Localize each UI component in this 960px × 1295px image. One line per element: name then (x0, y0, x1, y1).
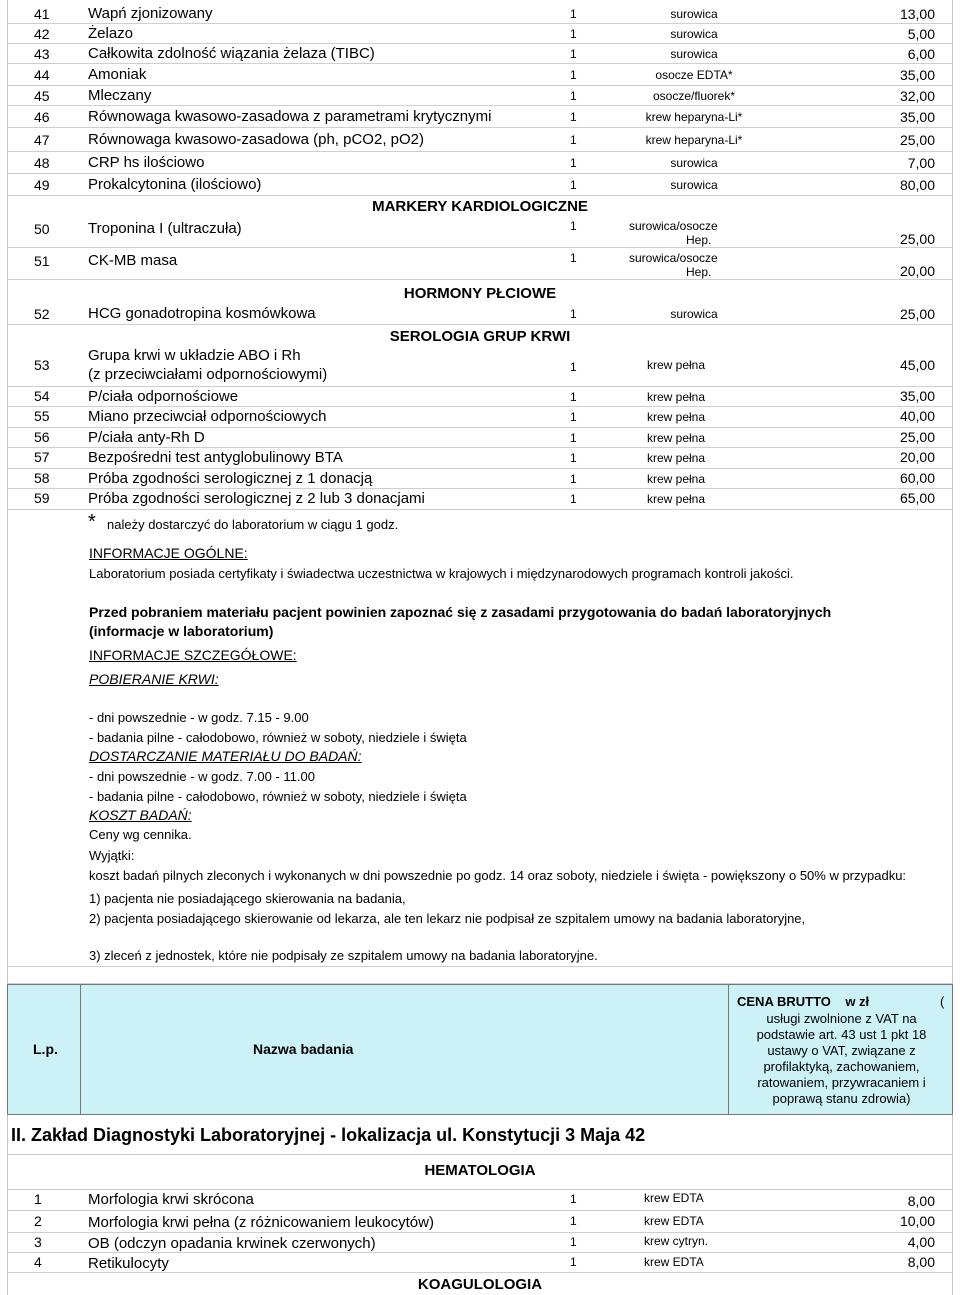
table-row (7, 407, 953, 428)
price: 40,00 (899, 408, 935, 424)
test-name: Miano przeciwciał odpornościowych (88, 408, 327, 425)
test-name: Równowaga kwasowo-zasadowa z parametrami krytycznymi (88, 108, 492, 125)
material: krew EDTA (644, 1214, 704, 1228)
koszt-heading: KOSZT BADAŃ: (89, 807, 192, 823)
row-number: 4 (34, 1254, 42, 1270)
material: krew EDTA (644, 1191, 704, 1205)
row-number: 53 (34, 357, 50, 373)
material: surowica (670, 47, 718, 61)
quantity: 1 (570, 360, 577, 374)
material: krew pełna (647, 492, 706, 506)
price: 25,00 (899, 429, 935, 445)
quantity: 1 (570, 68, 577, 82)
quantity: 1 (570, 492, 577, 506)
material: surowica (670, 178, 718, 192)
price: 35,00 (899, 67, 935, 83)
row-number: 54 (34, 388, 50, 404)
table-row (7, 64, 953, 86)
quantity: 1 (570, 1214, 577, 1228)
dostarczanie-line: - badania pilne - całodobowo, również w soboty, niedziele i święta (89, 789, 467, 804)
row-number: 51 (34, 253, 50, 269)
table-row (7, 1253, 953, 1273)
row-number: 52 (34, 306, 50, 322)
test-name: Grupa krwi w układzie ABO i Rh (88, 347, 301, 364)
material: krew pełna (647, 431, 706, 445)
material: surowica/osocze (629, 251, 718, 265)
price: 80,00 (899, 177, 935, 193)
quantity: 1 (570, 251, 577, 265)
price: 6,00 (907, 46, 935, 62)
test-name: Żelazo (88, 25, 134, 42)
header-price-note: podstawie art. 43 ust 1 pkt 18 (756, 1027, 927, 1042)
section-heading-koagulologia: KOAGULOLOGIA (417, 1276, 543, 1293)
price: 8,00 (907, 1193, 935, 1209)
section-heading-hormony: HORMONY PŁCIOWE (403, 285, 557, 302)
row-number: 46 (34, 109, 50, 125)
row-number: 1 (34, 1191, 42, 1207)
koszt-line: 2) pacjenta posiadającego skierowanie od lekarza, ale ten lekarz nie podpisał ze szpitalem umowy na badania laboratoryjne, (89, 911, 806, 926)
quantity: 1 (570, 472, 577, 486)
quantity: 1 (570, 89, 577, 103)
price: 32,00 (899, 88, 935, 104)
table-row (7, 2, 953, 24)
test-name: P/ciała anty-Rh D (88, 429, 205, 446)
table-row (7, 128, 953, 152)
material: osocze EDTA* (655, 68, 733, 82)
material-line2: Hep. (686, 265, 712, 279)
koszt-line: 3) zleceń z jednostek, które nie podpisały ze szpitalem umowy na badania laboratoryjne. (89, 948, 598, 963)
dostarczanie-heading: DOSTARCZANIE MATERIAŁU DO BADAŃ: (89, 748, 362, 764)
footnote-text: należy dostarczyć do laboratorium w ciągu 1 godz. (107, 517, 399, 532)
price: 13,00 (899, 6, 935, 22)
material: krew pełna (647, 451, 706, 465)
footnote-star: * (88, 511, 96, 533)
header-price-note: poprawą stanu zdrowia) (772, 1091, 911, 1106)
header-price-note: usługi zwolnione z VAT na (766, 1011, 917, 1026)
section-heading-markery: MARKERY KARDIOLOGICZNE (372, 198, 588, 215)
quantity: 1 (570, 390, 577, 404)
department-row (7, 1115, 953, 1155)
table-row (7, 248, 953, 280)
material: krew pełna (647, 472, 706, 486)
row-number: 50 (34, 221, 50, 237)
quantity: 1 (570, 110, 577, 124)
quantity: 1 (570, 451, 577, 465)
info-general-heading: INFORMACJE OGÓLNE: (89, 545, 248, 561)
table-row (7, 1190, 953, 1211)
table-row (7, 448, 953, 469)
price: 25,00 (899, 132, 935, 148)
quantity: 1 (570, 27, 577, 41)
price: 5,00 (907, 26, 935, 42)
material: surowica (670, 7, 718, 21)
price: 45,00 (899, 357, 935, 373)
quantity: 1 (570, 7, 577, 21)
header-name: Nazwa badania (253, 1041, 354, 1057)
row-number: 45 (34, 88, 50, 104)
pobieranie-line: - badania pilne - całodobowo, również w soboty, niedziele i święta (89, 730, 467, 745)
test-name: Troponina I (ultraczuła) (88, 220, 242, 237)
row-number: 58 (34, 470, 50, 486)
quantity: 1 (570, 178, 577, 192)
header-price-title: CENA BRUTTO w zł (737, 994, 870, 1009)
table-row (7, 216, 953, 248)
test-name: Morfologia krwi skrócona (88, 1191, 254, 1208)
material: surowica (670, 156, 718, 170)
price: 25,00 (899, 306, 935, 322)
price: 20,00 (899, 449, 935, 465)
row-number: 2 (34, 1213, 42, 1229)
test-name: Retikulocyty (88, 1255, 169, 1272)
material: krew EDTA (644, 1255, 704, 1269)
row-number: 41 (34, 6, 50, 22)
material: surowica (670, 307, 718, 321)
table-row (7, 152, 953, 174)
row-number: 48 (34, 155, 50, 171)
price: 35,00 (899, 388, 935, 404)
table-header (7, 984, 953, 1115)
header-price-note: ustawy o VAT, związane z (767, 1043, 916, 1058)
price: 35,00 (899, 109, 935, 125)
material: krew cytryn. (644, 1234, 709, 1248)
header-price-note: profilaktyką, zachowaniem, (763, 1059, 920, 1074)
spacer-row (7, 966, 953, 984)
row-number: 47 (34, 132, 50, 148)
row-number: 44 (34, 67, 50, 83)
header-lp: L.p. (33, 1041, 58, 1057)
row-number: 42 (34, 26, 50, 42)
info-detail-heading: INFORMACJE SZCZEGÓŁOWE: (89, 647, 297, 663)
table-row (7, 469, 953, 489)
test-name: Morfologia krwi pełna (z różnicowaniem leukocytów) (88, 1214, 434, 1231)
test-name: Próba zgodności serologicznej z 2 lub 3 donacjami (88, 490, 425, 507)
table-row (7, 86, 953, 106)
row-number: 3 (34, 1234, 42, 1250)
test-name: Równowaga kwasowo-zasadowa (ph, pCO2, pO2) (88, 131, 424, 148)
test-name: Próba zgodności serologicznej z 1 donacją (88, 470, 373, 487)
table-row (7, 44, 953, 64)
material: surowica (670, 27, 718, 41)
quantity: 1 (570, 307, 577, 321)
price: 60,00 (899, 470, 935, 486)
material: krew pełna (647, 358, 706, 372)
price: 20,00 (899, 263, 935, 279)
quantity: 1 (570, 47, 577, 61)
row-number: 55 (34, 408, 50, 424)
price: 8,00 (907, 1254, 935, 1270)
quantity: 1 (570, 1255, 577, 1269)
quantity: 1 (570, 133, 577, 147)
test-name: CK-MB masa (88, 252, 178, 269)
table-row (7, 1233, 953, 1253)
pobieranie-heading: POBIERANIE KRWI: (89, 671, 219, 687)
koszt-line: Ceny wg cennika. (89, 827, 192, 842)
test-name: Bezpośredni test antyglobulinowy BTA (88, 449, 343, 466)
test-name: Prokalcytonina (ilościowo) (88, 176, 262, 193)
table-row (7, 387, 953, 407)
price: 10,00 (899, 1213, 935, 1229)
dostarczanie-line: - dni powszednie - w godz. 7.00 - 11.00 (89, 769, 315, 784)
header-price-note: ratowaniem, przywracaniem i (757, 1075, 926, 1090)
material: surowica/osocze (629, 219, 718, 233)
quantity: 1 (570, 1235, 577, 1249)
table-row (7, 174, 953, 196)
table-row (7, 1211, 953, 1233)
material: krew pełna (647, 410, 706, 424)
test-name: CRP hs ilościowo (88, 154, 205, 171)
material-line2: Hep. (686, 233, 712, 247)
price: 25,00 (899, 231, 935, 247)
price: 7,00 (907, 155, 935, 171)
info-general-text: Laboratorium posiada certyfikaty i świadectwa uczestnictwa w krajowych i międzynarodowych programach kontroli jakości. (89, 566, 794, 581)
test-name: Amoniak (88, 66, 147, 83)
test-name: HCG gonadotropina kosmówkowa (88, 305, 316, 322)
koszt-line: 1) pacjenta nie posiadającego skierowania na badania, (89, 891, 406, 906)
preparation-note: Przed pobraniem materiału pacjent powinien zapoznać się z zasadami przygotowania do badań laboratoryjnych (89, 604, 832, 620)
quantity: 1 (570, 1192, 577, 1206)
koszt-line: Wyjątki: (89, 848, 135, 863)
header-price-paren: ( (940, 994, 945, 1009)
department-title: II. Zakład Diagnostyki Laboratoryjnej - lokalizacja ul. Konstytucji 3 Maja 42 (11, 1125, 646, 1145)
material: krew pełna (647, 390, 706, 404)
row-number: 56 (34, 429, 50, 445)
row-number: 49 (34, 177, 50, 193)
test-name: P/ciała odpornościowe (88, 388, 239, 405)
quantity: 1 (570, 156, 577, 170)
test-name-line2: (z przeciwciałami odpornościowymi) (88, 366, 328, 383)
price: 65,00 (899, 490, 935, 506)
test-name: Wapń zjonizowany (88, 5, 213, 22)
section-heading-hematologia: HEMATOLOGIA (424, 1162, 536, 1179)
table-row (7, 428, 953, 448)
table-row (7, 106, 953, 128)
table-row (7, 489, 953, 510)
preparation-note-line2: (informacje w laboratorium) (89, 623, 274, 639)
price: 4,00 (907, 1234, 935, 1250)
koszt-line: koszt badań pilnych zleconych i wykonanych w dni powszednie po godz. 14 oraz soboty, niedziele i święta - powiększony o 50% w przypadku: (89, 868, 907, 883)
material: krew heparyna-Li* (645, 110, 743, 124)
table-row (7, 345, 953, 387)
test-name: Całkowita zdolność wiązania żelaza (TIBC) (88, 45, 375, 62)
section-heading-serologia: SEROLOGIA GRUP KRWI (389, 328, 571, 345)
test-name: OB (odczyn opadania krwinek czerwonych) (88, 1235, 376, 1252)
table-row (7, 24, 953, 44)
quantity: 1 (570, 431, 577, 445)
quantity: 1 (570, 410, 577, 424)
row-number: 59 (34, 490, 50, 506)
material: osocze/fluorek* (652, 89, 736, 103)
pobieranie-line: - dni powszednie - w godz. 7.15 - 9.00 (89, 710, 309, 725)
material: krew heparyna-Li* (645, 133, 743, 147)
test-name: Mleczany (88, 87, 152, 104)
spacer-row (7, 1181, 953, 1190)
row-number: 57 (34, 449, 50, 465)
row-number: 43 (34, 46, 50, 62)
table-row (7, 303, 953, 325)
quantity: 1 (570, 219, 577, 233)
